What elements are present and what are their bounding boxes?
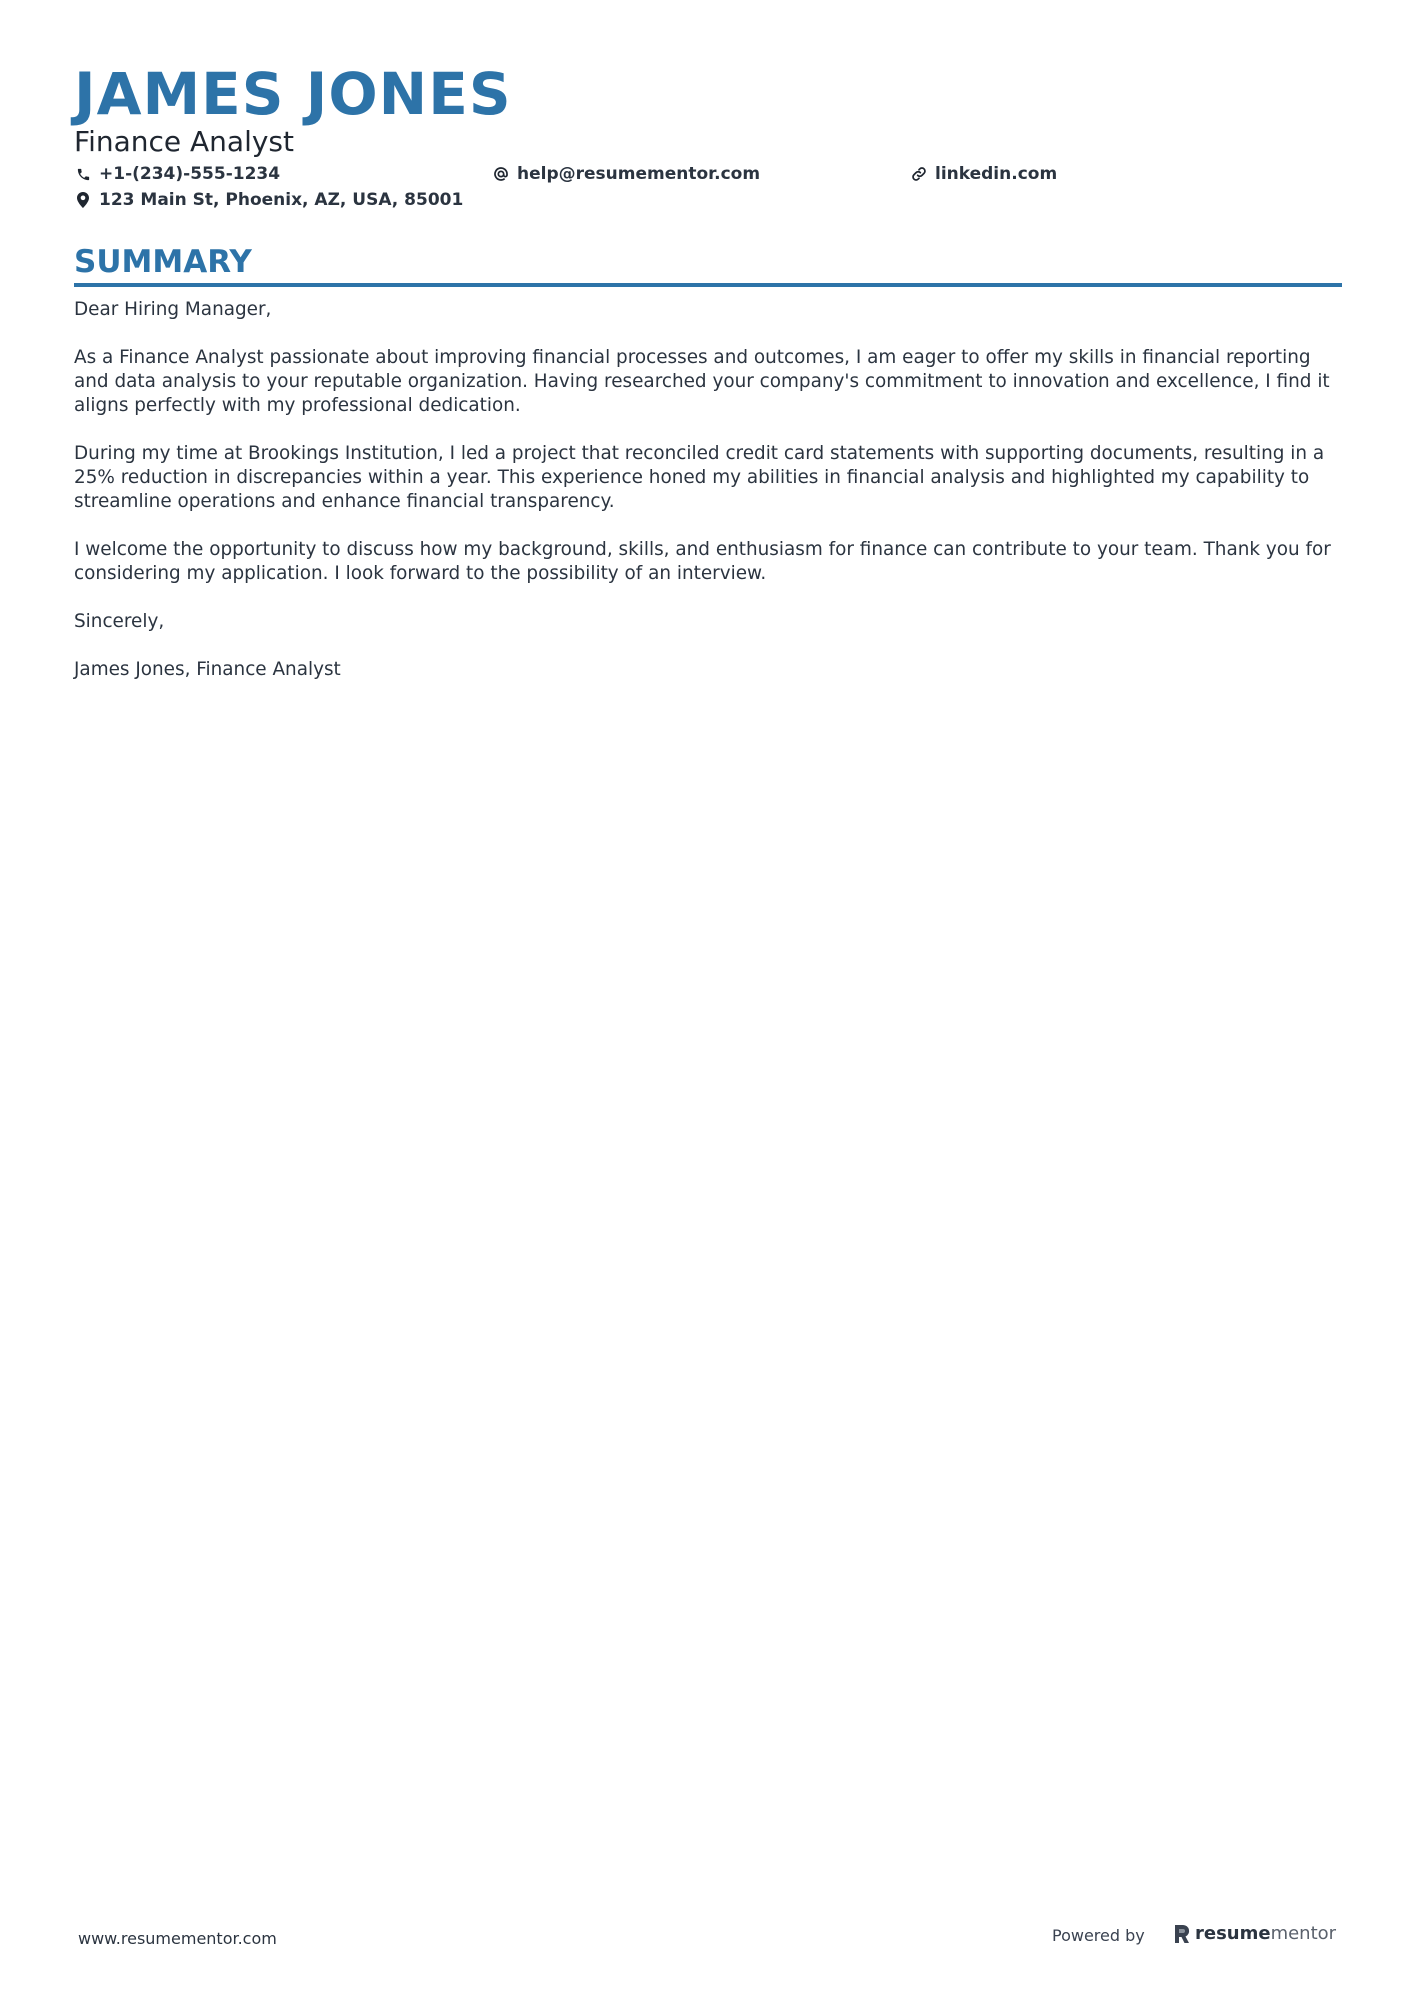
candidate-name: JAMES JONES	[74, 60, 512, 128]
letter-greeting: Dear Hiring Manager,	[74, 299, 272, 320]
link-text[interactable]: linkedin.com	[935, 164, 1058, 184]
letter-paragraph: As a Finance Analyst passionate about improving financial processes and outcomes, I am eager to offer my skills in financial reporting and data analysis to your reputable organization. Having researched your company's commitment to innovation and excellence, I find it aligns perfectly with my professional dedication.	[74, 347, 1330, 416]
powered-by-label: Powered by	[1052, 1926, 1145, 1945]
letter-paragraph: During my time at Brookings Institution, I led a project that reconciled credit card statements with supporting documents, resulting in a 25% reduction in discrepancies within a year. This experience honed my abilities in financial analysis and highlighted my capability to streamline operations and enhance financial transparency.	[74, 443, 1325, 512]
contact-link[interactable]	[910, 162, 1057, 186]
footer-website[interactable]: www.resumementor.com	[78, 1929, 277, 1948]
brand-name-bold: resume	[1195, 1923, 1271, 1944]
map-pin-icon	[74, 191, 92, 209]
brand-logo[interactable]	[1173, 1922, 1336, 1946]
contact-address	[74, 188, 463, 212]
letter-closing: Sincerely,	[74, 611, 165, 632]
letter-paragraph: I welcome the opportunity to discuss how my background, skills, and enthusiasm for finance can contribute to your team. Thank you for considering my application. I look forward to the possibility of an interview.	[74, 539, 1331, 584]
at-sign-icon	[492, 165, 510, 183]
letter-signature: James Jones, Finance Analyst	[74, 659, 341, 680]
resumementor-logo-icon	[1173, 1923, 1191, 1945]
section-divider	[74, 283, 1342, 287]
contact-phone	[74, 162, 280, 186]
brand-name-light: mentor	[1270, 1923, 1337, 1944]
letter-body	[74, 298, 1342, 706]
link-icon	[910, 165, 928, 183]
address-text: 123 Main St, Phoenix, AZ, USA, 85001	[99, 190, 464, 210]
contact-email[interactable]	[492, 162, 760, 186]
section-heading-summary: SUMMARY	[74, 244, 252, 280]
phone-text: +1-(234)-555-1234	[99, 164, 281, 184]
candidate-title: Finance Analyst	[74, 125, 294, 158]
phone-icon	[74, 165, 92, 183]
email-text[interactable]: help@resumementor.com	[517, 164, 761, 184]
